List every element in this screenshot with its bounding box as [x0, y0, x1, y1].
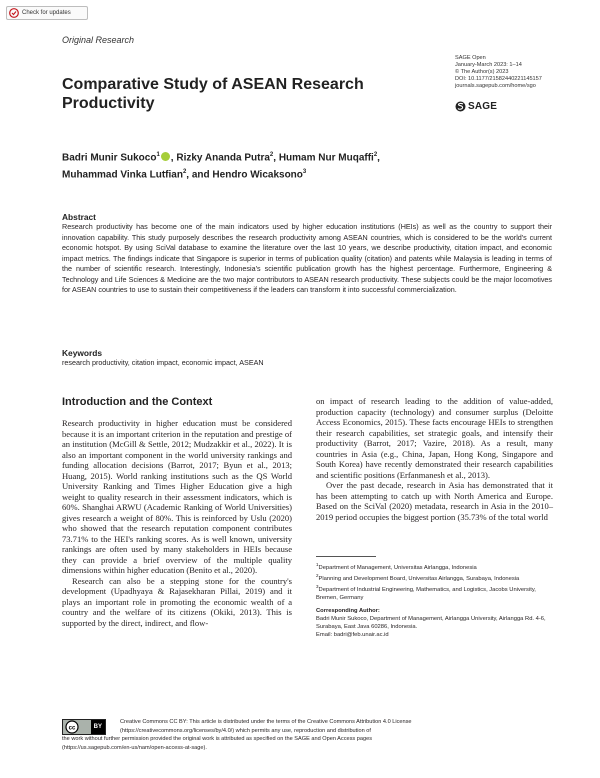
corresponding-author-heading: Corresponding Author: — [316, 607, 380, 614]
doi-line: DOI: 10.1177/21582440221145157 — [455, 76, 542, 82]
author-name: Humam Nur Muqaffi — [278, 152, 374, 164]
author-separator: , — [377, 152, 380, 164]
footnotes — [316, 561, 546, 639]
introduction-heading: Introduction and the Context — [62, 396, 213, 408]
check-updates-label: Check for updates — [22, 10, 71, 16]
sage-swirl-icon — [455, 101, 466, 112]
author-affiliation-sup: 2 — [182, 169, 187, 176]
journal-issue: January-March 2023: 1–14 — [455, 62, 522, 68]
author-name: Badri Munir Sukoco — [62, 152, 157, 164]
author-name: Muhammad Vinka Lutfian — [62, 169, 183, 181]
journal-name: SAGE Open — [455, 55, 486, 61]
affiliation-note: $^1$Department of Management, Universitas Airlangga, Indonesia — [316, 562, 477, 571]
body-column-left — [62, 418, 292, 628]
journal-url[interactable]: journals.sagepub.com/home/sgo — [455, 83, 536, 89]
article-title-line-2: Productivity — [62, 95, 155, 112]
affiliation-note: $^2$Planning and Development Board, Universitas Airlangga, Surabaya, Indonesia — [316, 572, 520, 582]
author-separator: , and — [186, 169, 213, 181]
corresponding-author-email[interactable]: Email: badri@feb.unair.ac.id — [316, 631, 389, 638]
body-paragraph: Research can also be a stepping stone for the country's development (Upadhyaya & Rajasekharan Pillai, 2019) and it plays an important role in promoting the economic wealth of a country and the welfare of its citizens (Okiki, 2013). This is supported by the direct, indirect, and flow- — [62, 575, 292, 628]
keywords-text: research productivity, citation impact, economic impact, ASEAN — [62, 358, 264, 367]
author-separator: , — [170, 152, 177, 164]
license-line: Creative Commons CC BY: This article is distributed under the terms of the Creative Commons Attribution 4.0 License — [120, 719, 412, 725]
footnote-divider — [316, 556, 376, 557]
article-title-line-1: Comparative Study of ASEAN Research — [62, 76, 364, 93]
body-paragraph: on impact of research leading to the addition of value-added, production capacity (technology) and consumer surplus (Deloitte Access Economics, 2015). These facts encourage HEIs to strengthen their research capabilities, set strategic goals, and intensify their productivity (Barrot, 2017; Vazire, 2018). As a result, many countries in Asia (e.g., China, Japan, Hong Kong, Singapore and South Korea) have recently demonstrated their research capabilities and scientific positions (Erfanmanesh et al., 2013). — [316, 396, 553, 480]
sage-logo — [455, 101, 497, 112]
affiliation-note: $^3$Department of Industrial Engineering, Mathematics, and Logistics, Jacobs University, Bremen, Germany — [316, 583, 536, 601]
author-name: Hendro Wicaksono — [212, 169, 303, 181]
check-updates-icon — [9, 8, 19, 18]
license-line[interactable]: (https://us.sagepub.com/en-us/nam/open-access-at-sage). — [62, 745, 207, 752]
author-affiliation-sup: 1 — [156, 152, 160, 158]
copyright-line: © The Author(s) 2023 — [455, 69, 509, 75]
journal-info — [455, 55, 590, 90]
svg-text:cc: cc — [68, 725, 76, 732]
author-separator: , — [273, 152, 279, 164]
article-type-label: Original Research — [62, 35, 135, 45]
corresponding-author-address: Badri Munir Sukoco, Department of Management, Airlangga University, Airlangga Rd. 4-6, Surabaya, East Java 60286, Indonesia. — [316, 615, 546, 630]
orcid-icon[interactable] — [161, 152, 170, 161]
body-paragraph: Over the past decade, research in Asia has demonstrated that it has been attempting to catch up with North America and Europe. Based on the SciVal (2020) metadata, research in Asia in the 2010–2019 period occupies the biggest portion (35.73% of the total world — [316, 480, 553, 522]
author-list — [62, 148, 462, 183]
article-title — [62, 75, 442, 113]
body-column-right — [316, 396, 553, 522]
body-paragraph: Research productivity in higher education must be considered because it is an important criterion in the reputation and prestige of an institution (McGill & Settle, 2012; Mudzakkir et al., 2022). It is also an important component in the world university rankings and funding allocation decisions (Barrot, 2017; Byun et al., 2013; Huang, 2015). World ranking institutions such as the QS World University Ranking and Times Higher Education give a high weight to quality research in their assessment indicators, which is 60%. Shanghai ARWU (Academic Ranking of World Universities) gives research a weight of 80%. This is reinforced by Uslu (2020) who showed that the research reputation component contributes 73.71% to the HEI's ranking scores. As is well known, university rankings are often used by many stakeholders in HEIs because they can provide a brief overview of the multiple quality dimensions within higher education (Benito et al., 2020). — [62, 418, 292, 575]
license-text — [62, 718, 552, 753]
author-affiliation-sup: 3 — [302, 169, 307, 176]
abstract-heading: Abstract — [62, 212, 96, 222]
license-line[interactable]: (https://creativecommons.org/licenses/by/4.0/) which permits any use, reproduction and distribution of — [120, 727, 371, 734]
check-for-updates-button[interactable] — [6, 6, 88, 20]
author-affiliation-sup: 2 — [269, 152, 274, 158]
keywords-heading: Keywords — [62, 348, 103, 358]
author-affiliation-sup: 2 — [373, 152, 378, 158]
author-name: Rizky Ananda Putra — [176, 152, 270, 164]
sage-logo-text: SAGE — [468, 101, 498, 112]
license-line: the work without further permission provided the original work is attributed as specified on the SAGE and Open Access pages — [62, 736, 372, 743]
cc-by-label: BY — [91, 720, 105, 734]
abstract-text: Research productivity has become one of the main indicators used by higher education institutions (HEIs) as well as the country to support their innovation capability. This study purposely describes the research productivity among ASEAN countries, which is considered to be the world's current economic hotspot. By using SciVal database to examine the literature over the last 10 years, we describe productivity, citation impact, and economic impact metrics. The findings indicate that Singapore is superior in terms of publication quality (citation) and patents while Malaysia is leading in terms of the number of scientific research. Interestingly, Indonesia's scientific publication growth has the highest percentage. Furthermore, Engineering & Technology and Life Sciences & Medicine are the two major contributors to ASEAN research productivity. These subjects could be the major locomotives for ASEAN countries to use to sustain their competitiveness if the leaders can transform it into successful commercialization. — [62, 222, 552, 294]
